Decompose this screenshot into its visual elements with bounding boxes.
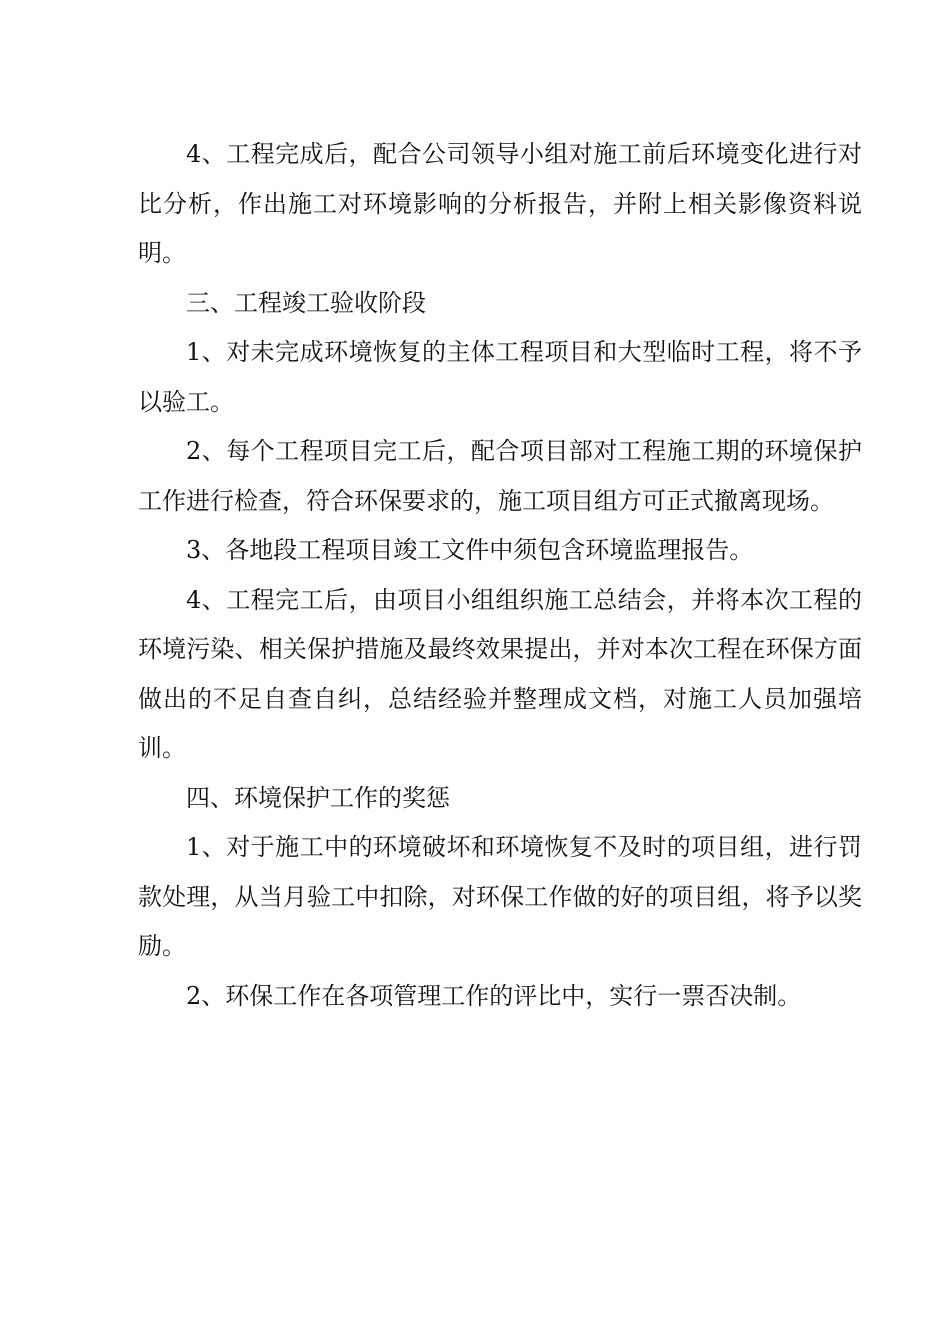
- paragraph-item-2-veto: 2、环保工作在各项管理工作的评比中，实行一票否决制。: [186, 981, 802, 1010]
- section-heading-rewards-penalties: 四、环境保护工作的奖惩: [186, 783, 450, 812]
- paragraph-item-4-summary-meeting: 4、工程完工后，由项目小组组织施工总结会，并将本次工程的环境污染、相关保护措施及最终效果提出，并对本次工程在环保方面做出的不足自查自纠，总结经验并整理成文档，对施工人员加强培训。: [138, 585, 862, 762]
- paragraph-item-2-inspection: 2、每个工程项目完工后，配合项目部对工程施工期的环境保护工作进行检查，符合环保要求的，施工项目组方可正式撤离现场。: [138, 437, 862, 515]
- paragraph-item-1-no-acceptance: 1、对未完成环境恢复的主体工程项目和大型临时工程，将不予以验工。: [138, 338, 862, 416]
- document-body: [138, 130, 862, 1021]
- paragraph-item-4-env-analysis: 4、工程完成后，配合公司领导小组对施工前后环境变化进行对比分析，作出施工对环境影响的分析报告，并附上相关影像资料说明。: [138, 140, 862, 267]
- paragraph-item-1-penalty-reward: 1、对于施工中的环境破坏和环境恢复不及时的项目组，进行罚款处理，从当月验工中扣除，对环保工作做的好的项目组，将予以奖励。: [138, 833, 862, 960]
- section-heading-completion-acceptance: 三、工程竣工验收阶段: [186, 288, 426, 317]
- paragraph-item-3-env-report: 3、各地段工程项目竣工文件中须包含环境监理报告。: [186, 536, 754, 564]
